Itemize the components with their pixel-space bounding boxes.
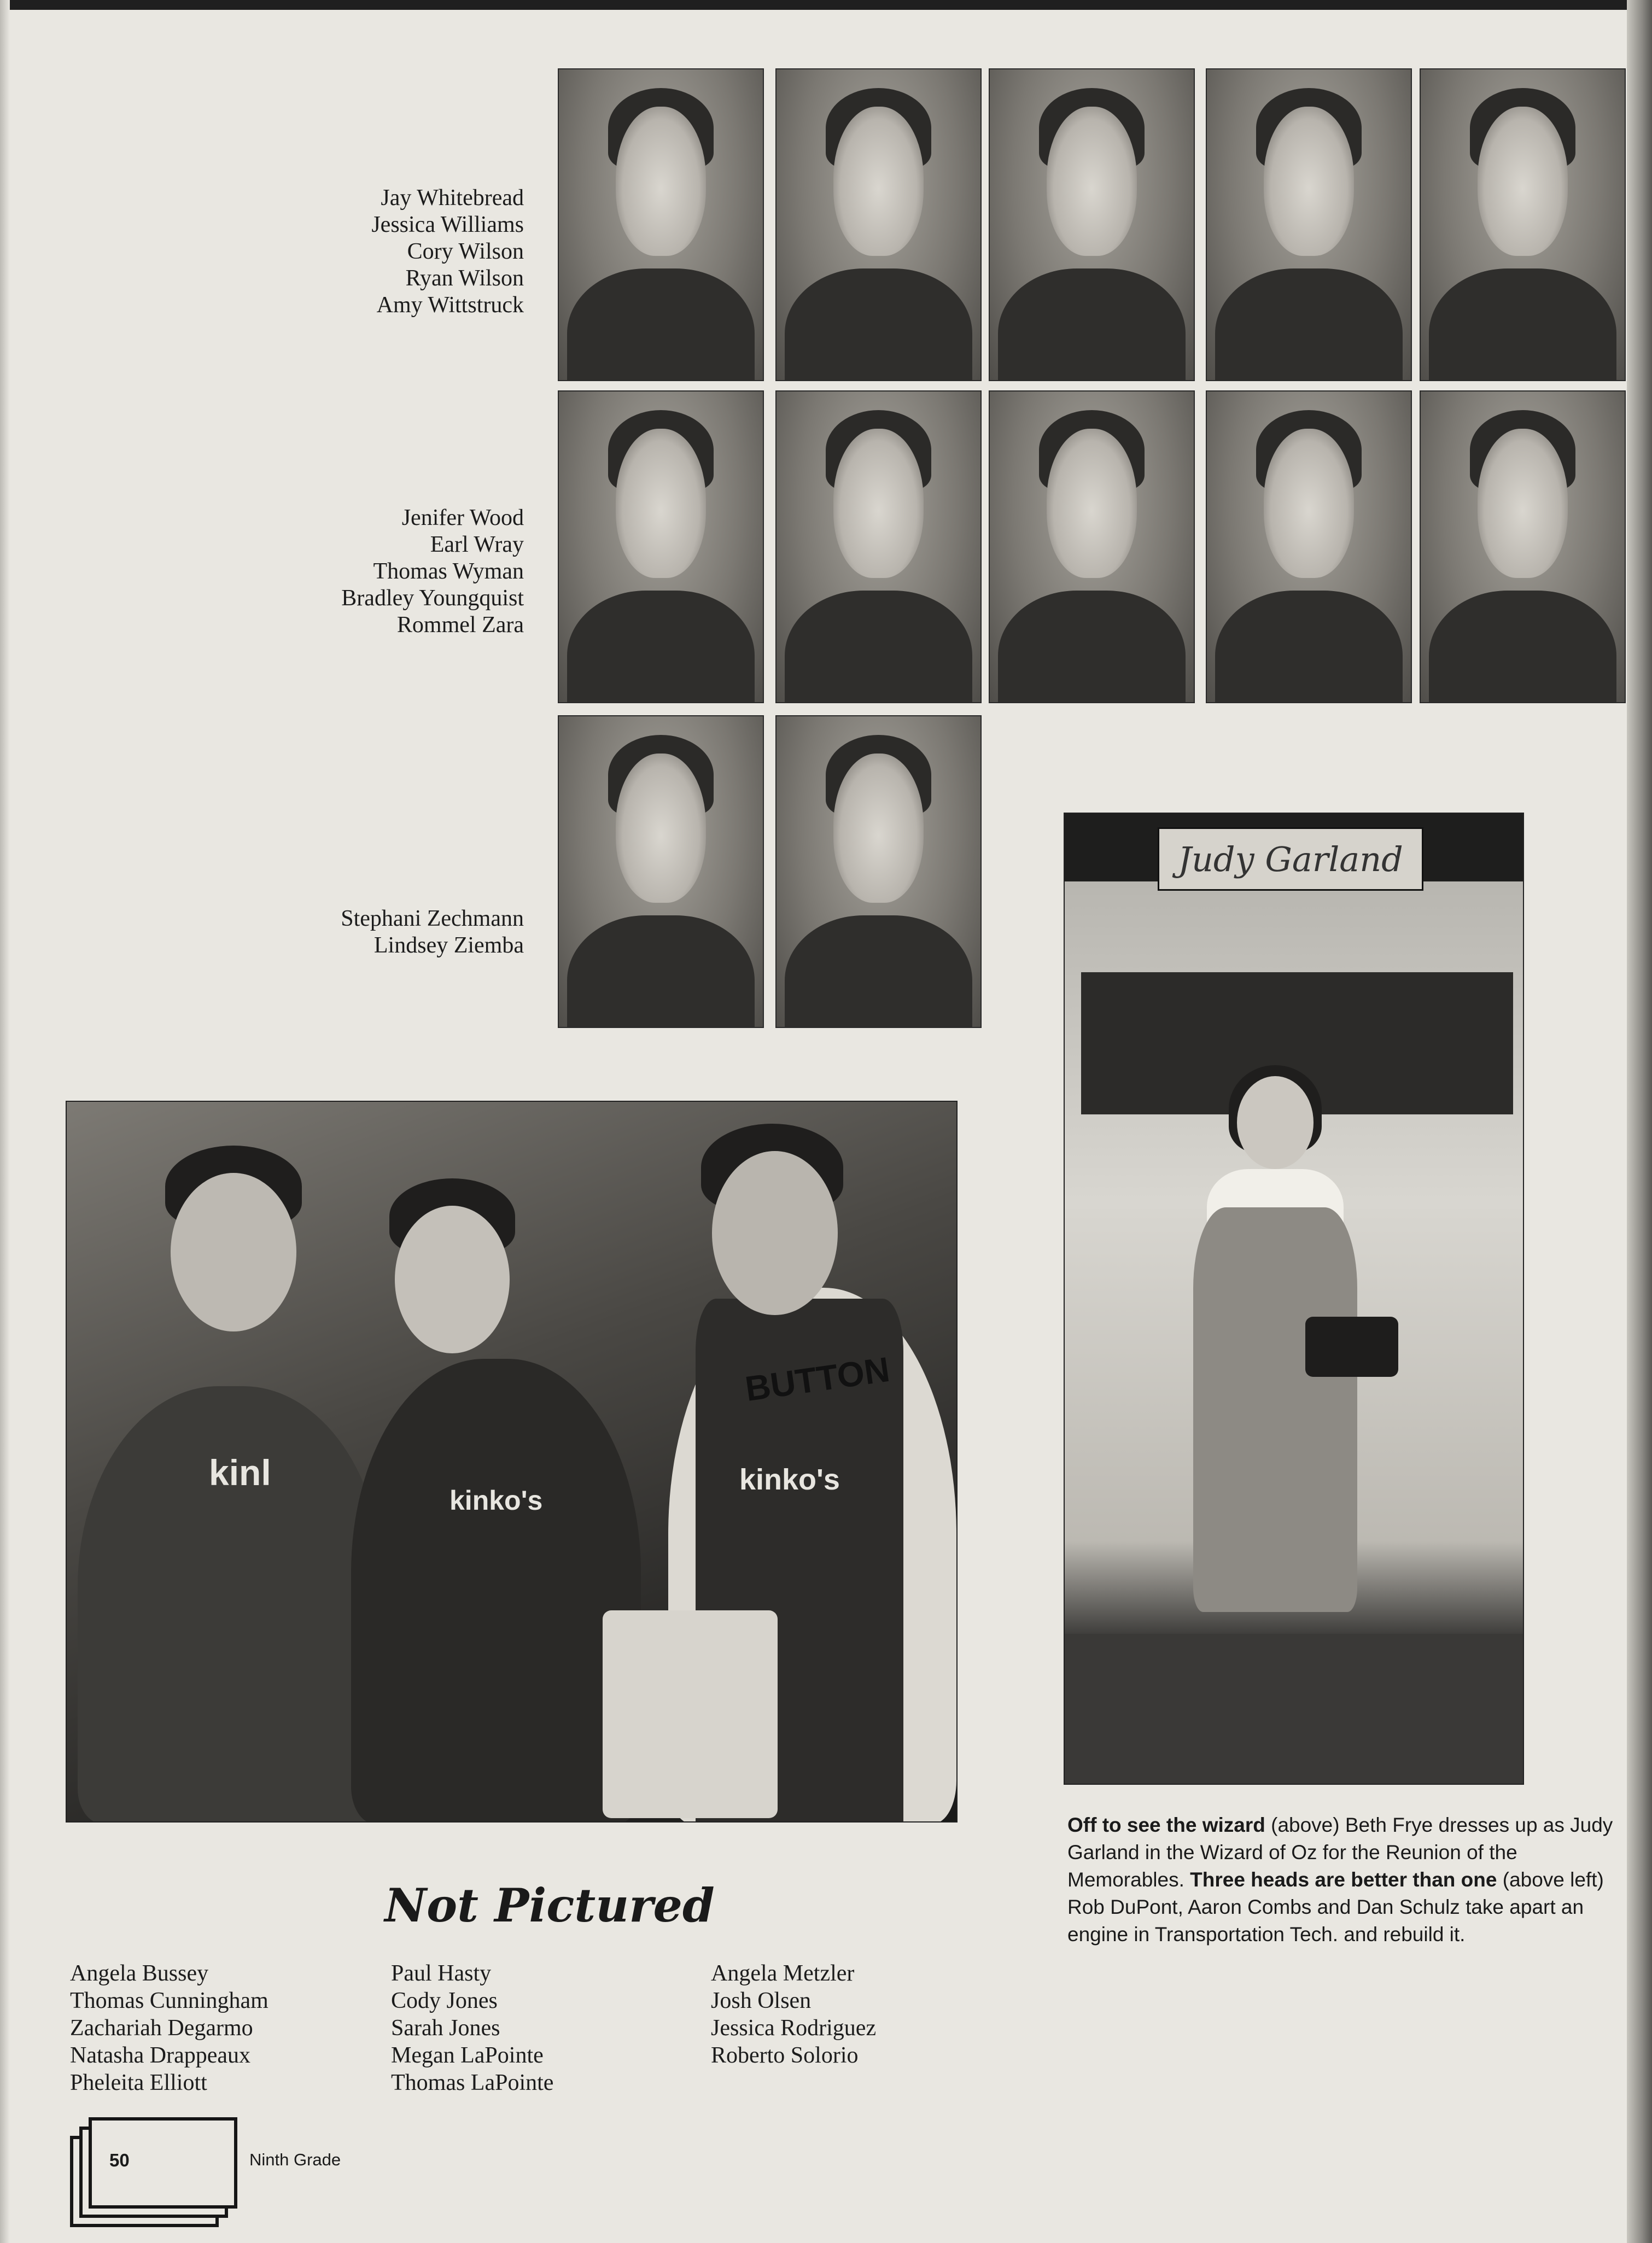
- portrait-body: [998, 268, 1186, 381]
- portrait-head: [833, 429, 923, 578]
- student-name: Cory Wilson: [407, 239, 524, 264]
- portrait-head: [1264, 107, 1353, 256]
- student-name: Paul Hasty: [391, 1961, 492, 1986]
- student-portrait: [558, 68, 764, 381]
- student-head: [1237, 1076, 1314, 1169]
- student-name: Sarah Jones: [391, 2016, 500, 2041]
- student-portrait: [775, 390, 982, 703]
- portrait-body: [998, 591, 1186, 703]
- portrait-names-row-1: [371, 185, 524, 319]
- student-name: Zachariah Degarmo: [70, 2016, 253, 2041]
- apron-text: kinko's: [450, 1485, 543, 1516]
- caption-headline-2: Three heads are better than one: [1190, 1868, 1497, 1891]
- student-figure: [351, 1359, 641, 1823]
- page-top-edge: [0, 0, 1652, 10]
- not-pictured-title: Not Pictured: [384, 1878, 715, 1932]
- portrait-head: [616, 107, 705, 256]
- student-name: Amy Wittstruck: [376, 293, 524, 318]
- portrait-head: [1047, 429, 1136, 578]
- photo-caption: [1067, 1812, 1625, 1948]
- student-portrait: [775, 68, 982, 381]
- student-name: Pheleita Elliott: [70, 2070, 207, 2095]
- student-name: Jay Whitebread: [381, 185, 524, 211]
- student-name: Josh Olsen: [711, 1988, 812, 2013]
- portrait-body: [567, 915, 755, 1028]
- portrait-head: [1264, 429, 1353, 578]
- student-name: Thomas Wyman: [373, 559, 524, 584]
- student-name: Ryan Wilson: [405, 266, 524, 291]
- sign-text: Judy Garland: [1178, 839, 1403, 879]
- wizard-of-oz-photo: [1064, 813, 1524, 1785]
- apron-text: kinl: [209, 1452, 271, 1493]
- student-portrait: [1420, 68, 1626, 381]
- student-portrait: [558, 715, 764, 1028]
- apron-text: kinko's: [739, 1463, 840, 1496]
- portrait-body: [567, 268, 755, 381]
- caption-headline-1: Off to see the wizard: [1067, 1814, 1265, 1836]
- stage-floor: [1065, 1634, 1523, 1784]
- caption-text-2: (above left) Rob DuPont, Aaron Combs and Dan Schulz take apart an engine in Transportation Tech. and rebuild it.: [1067, 1868, 1604, 1946]
- student-name: Angela Bussey: [70, 1961, 209, 1986]
- portrait-head: [833, 753, 923, 903]
- caption-text-1: (above) Beth Frye dresses up as Judy Garland in the Wizard of Oz for the Reunion of the Memorables.: [1067, 1814, 1613, 1891]
- transportation-tech-photo: [66, 1101, 958, 1823]
- student-head: [171, 1173, 296, 1331]
- name-sign: [1158, 827, 1423, 891]
- student-name: Stephani Zechmann: [341, 906, 524, 931]
- portrait-body: [1429, 591, 1616, 703]
- student-portrait: [775, 715, 982, 1028]
- student-head: [395, 1206, 510, 1353]
- engine: [603, 1610, 778, 1818]
- portrait-body: [785, 591, 972, 703]
- section-label: Ninth Grade: [249, 2150, 341, 2169]
- student-portrait: [1420, 390, 1626, 703]
- student-name: Thomas LaPointe: [391, 2070, 554, 2095]
- student-name: Cody Jones: [391, 1988, 498, 2013]
- portrait-head: [616, 753, 705, 903]
- student-name: Roberto Solorio: [711, 2043, 859, 2068]
- not-pictured-column-1: [70, 1960, 268, 2096]
- portrait-body: [1429, 268, 1616, 381]
- portrait-names-row-2: [341, 505, 524, 639]
- portrait-body: [567, 591, 755, 703]
- student-name: Megan LaPointe: [391, 2043, 544, 2068]
- student-name: Lindsey Ziemba: [373, 933, 524, 958]
- shirt-text: BUTTON: [743, 1349, 892, 1409]
- student-name: Angela Metzler: [711, 1961, 855, 1986]
- portrait-names-row-3: [341, 906, 524, 959]
- student-name: Natasha Drappeaux: [70, 2043, 251, 2068]
- portrait-body: [785, 268, 972, 381]
- portrait-head: [1478, 107, 1567, 256]
- portrait-body: [1215, 268, 1403, 381]
- student-name: Jenifer Wood: [401, 505, 524, 530]
- not-pictured-column-3: [711, 1960, 876, 2069]
- page-right-edge: [1627, 0, 1652, 2243]
- student-name: Jessica Rodriguez: [711, 2016, 877, 2041]
- portrait-head: [616, 429, 705, 578]
- student-portrait: [558, 390, 764, 703]
- portrait-head: [1047, 107, 1136, 256]
- picnic-basket: [1305, 1317, 1398, 1377]
- student-name: Bradley Youngquist: [341, 586, 524, 611]
- student-portrait: [989, 68, 1195, 381]
- not-pictured-column-2: [391, 1960, 553, 2096]
- student-portrait: [989, 390, 1195, 703]
- portrait-body: [785, 915, 972, 1028]
- jumper-dress: [1193, 1207, 1357, 1612]
- portrait-head: [833, 107, 923, 256]
- student-portrait: [1206, 68, 1412, 381]
- page-number: 50: [109, 2150, 130, 2170]
- student-portrait: [1206, 390, 1412, 703]
- student-head: [712, 1151, 838, 1315]
- portrait-head: [1478, 429, 1567, 578]
- student-name: Jessica Williams: [371, 212, 524, 237]
- student-name: Thomas Cunningham: [70, 1988, 268, 2013]
- portrait-body: [1215, 591, 1403, 703]
- student-name: Rommel Zara: [396, 612, 524, 638]
- student-name: Earl Wray: [430, 532, 524, 557]
